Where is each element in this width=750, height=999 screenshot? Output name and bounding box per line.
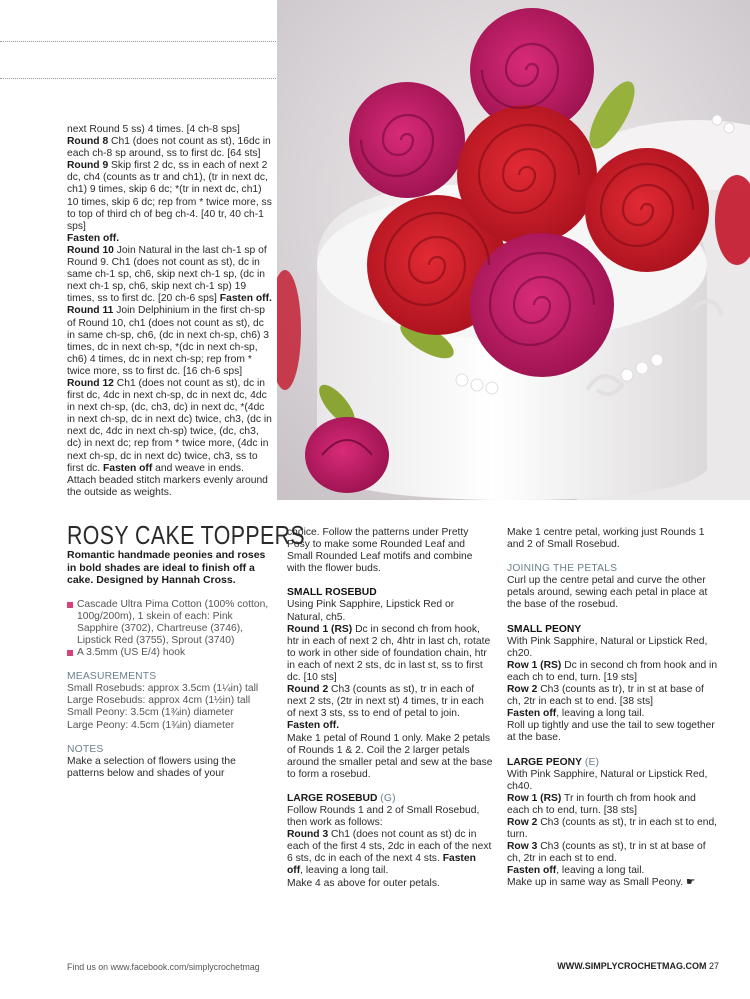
column-3 — [507, 527, 719, 890]
sp-fasten: Fasten off, leaving a long tail. — [507, 708, 645, 720]
measurement-1: Small Rosebuds: approx 3.5cm (1¼in) tall — [67, 683, 259, 695]
lp-row-3: Row 3 Ch3 (counts as st), tr in st at base of ch, 2tr in each st to end. — [507, 841, 706, 865]
col1-line-0: next Round 5 ss) 4 times. [4 ch-8 sps] — [67, 124, 240, 135]
sp-roll: Roll up tightly and use the tail to sew together at the base. — [507, 720, 715, 744]
fasten-off-9: Fasten off. — [67, 232, 120, 244]
footer-site-url[interactable]: WWW.SIMPLYCROCHETMAG.COM — [557, 961, 707, 971]
sr-make: Make 1 petal of Round 1 only. Make 2 petals of Rounds 1 & 2. Coil the 2 larger petals around the smaller petal and sew at the base to form a rosebud. — [287, 732, 493, 780]
sr-round-1: Round 1 (RS) Dc in second ch from hook, htr in each of next 2 ch, 4htr in last ch, rotate to work in other side of foundation chain, htr in each of next 2 sts, dc in last st, ss to first dc. [10 sts] — [287, 623, 491, 684]
footer-facebook-link[interactable]: Find us on www.facebook.com/simplycrochetmag — [67, 962, 260, 972]
page-number: 27 — [708, 961, 719, 971]
lp-row-2: Row 2 Ch3 (counts as st), tr in each st to end, turn. — [507, 816, 718, 841]
small-peony-heading: SMALL PEONY — [507, 623, 582, 635]
joining-text: Curl up the centre petal and curve the other petals around, sewing each petal in place at the base of the rosebud. — [507, 575, 708, 611]
section-title: ROSY CAKE TOPPERS — [67, 519, 306, 550]
round-11: Round 11 Join Delphinium in the first ch-sp of Round 10, ch1 (does not count as st), dc in same ch-sp, ch6, (dc in next ch-sp, ch6) 3 times, dc in next ch-sp, *(dc in next ch-sp, ch6) 4 times, dc in next ch-sp; rep from * twice more, ss to first dc. [16 ch-6 sps] — [67, 305, 270, 377]
notes-heading: NOTES — [67, 743, 104, 755]
choice-text: choice. Follow the patterns under Pretty Posy to make some Rounded Leaf and Small Rounded Leaf motifs and combine with the flower buds. — [287, 527, 473, 575]
bullet-yarn: Cascade Ultra Pima Cotton (100% cotton, 100g/200m), 1 skein of each: Pink Sapphire (3702), Chartreuse (3746), Lipstick Red (3755), Sprout (3740) — [67, 599, 273, 647]
large-peony-with: With Pink Sapphire, Natural or Lipstick Red, ch40. — [507, 768, 708, 792]
lp-makeup: Make up in same way as Small Peony. ☛ — [507, 877, 696, 889]
small-rosebud-using: Using Pink Sapphire, Lipstick Red or Natural, ch5. — [287, 599, 455, 623]
bullet-square-icon — [67, 650, 73, 656]
sp-row-1: Row 1 (RS) Dc in second ch from hook and in each ch to end, turn. [19 sts] — [507, 659, 718, 683]
notes-text: Make a selection of flowers using the patterns below and shades of your — [67, 755, 236, 779]
intro-text: Romantic handmade peonies and roses in bold shades are ideal to finish off a cake. Designed by Hannah Cross. — [67, 548, 266, 587]
dotted-rule-top — [0, 41, 276, 42]
joining-heading: JOINING THE PETALS — [507, 563, 618, 575]
sr-round-2: Round 2 Ch3 (counts as st), tr in each of next 2 sts, (2tr in next st) 4 times, tr in each of next 3 sts, ss to end of petal to join. Fasten off. — [287, 684, 484, 732]
measurement-3: Small Peony: 3.5cm (1¾in) diameter — [67, 707, 234, 719]
round-10: Round 10 Join Natural in the last ch-1 sp of Round 9. Ch1 (does not count as st), dc in same ch-1 sp, ch6, skip next ch-1 sp, (dc in next ch-1 sp, ch6, skip next ch-1 sp) 19 times, ss to first dc. [20 ch-6 sps] Fasten off. — [67, 244, 272, 305]
footer-site — [557, 961, 719, 971]
large-rosebud-heading: LARGE ROSEBUD (G) — [287, 792, 396, 804]
pointing-hand-icon: ☛ — [685, 877, 696, 889]
small-peony-with: With Pink Sapphire, Natural or Lipstick Red, ch20. — [507, 635, 708, 659]
sp-row-2: Row 2 Ch3 (counts as tr), tr in st at base of ch, 2tr in each st to end. [38 sts] — [507, 684, 704, 708]
bullet-hook: A 3.5mm (US E/4) hook — [67, 647, 273, 659]
round-12: Round 12 Ch1 (does not count as st), dc in first dc, 4dc in next ch-sp, dc in next dc, 4dc in next ch-sp, (dc, ch3, dc) in next dc, *(4dc in next ch-sp, dc in next dc) twice, ch3, (dc in next dc, 4dc in next ch-sp) twice, (dc, ch3, dc) in next dc; rep from * twice more, (4dc in next ch-sp, dc in next dc) twice, ch3, ss to first dc. Fasten off and weave in ends. Attach beaded stitch markers evenly around the outside as weights. — [67, 377, 272, 498]
lp-row-1: Row 1 (RS) Tr in fourth ch from hook and each ch to end, turn. [38 sts] — [507, 792, 696, 816]
lp-fasten: Fasten off, leaving a long tail. — [507, 865, 645, 877]
small-rosebud-heading: SMALL ROSEBUD — [287, 587, 377, 599]
lr-make4: Make 4 as above for outer petals. — [287, 877, 440, 889]
large-peony-heading: LARGE PEONY (E) — [507, 756, 600, 768]
measurement-4: Large Peony: 4.5cm (1¾in) diameter — [67, 719, 235, 731]
measurements-heading: MEASUREMENTS — [67, 671, 157, 683]
bullet-square-icon — [67, 602, 73, 608]
lr-round-3: Round 3 Ch1 (does not count as st) dc in each of the first 4 sts, 2dc in each of the next 6 sts, dc in each of the next 4 sts. Fasten off, leaving a long tail. — [287, 829, 492, 877]
round-9: Round 9 Skip first 2 dc, ss in each of next 2 dc, ch4 (counts as tr and ch1), (tr in next dc, ch1) 9 times, skip 6 dc; *(tr in next dc, ch1) 10 times, skip 6 dc; rep from * twice more, ss to top of third ch of beg ch-4. [40 tr, 40 ch-1 sps] — [67, 160, 272, 232]
measurement-2: Large Rosebuds: approx 4cm (1½in) tall — [67, 695, 251, 707]
round-8: Round 8 Ch1 (does not count as st), 16dc in each ch-8 sp around, ss to first dc. [64 sts] — [67, 136, 271, 160]
cake-photo — [277, 0, 750, 500]
lr-follow: Follow Rounds 1 and 2 of Small Rosebud, then work as follows: — [287, 804, 480, 829]
column-1 — [67, 124, 306, 780]
dotted-rule-bottom — [0, 78, 276, 79]
centre-petal-text: Make 1 centre petal, working just Rounds 1 and 2 of Small Rosebud. — [507, 527, 705, 551]
column-2 — [287, 527, 493, 890]
